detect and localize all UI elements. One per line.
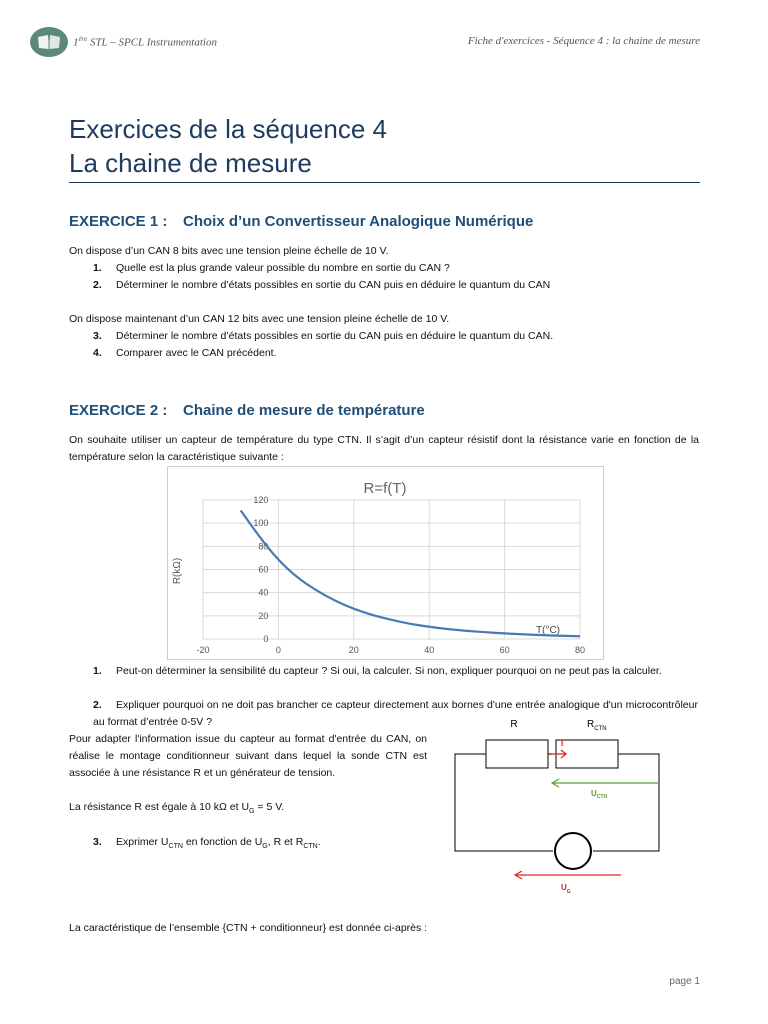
header-course: 1ère STL – SPCL Instrumentation [73,35,217,49]
ex2-outro: La caractéristique de l’ensemble {CTN + conditionneur} est donnée ci-après : [69,922,428,934]
uctn-label: $U_{CTN}$ [591,789,608,800]
ex2-adapt-text: Pour adapter l'information issue du capteur au format d'entrée du CAN, on réalise le montage conditionneur suivant dans lequel la sonde CTN est associée à une résistance R et un générateur de tension. [69,733,427,779]
y-tick-label: 40 [258,587,269,598]
ex2-intro: On souhaite utiliser un capteur de température du type CTN. Il s’agit d’un capteur résistif dont la résistance varie en fonction de la température selon la caractéristique suivante : [69,434,699,463]
x-tick-label: 80 [574,645,586,655]
ex1-question-3: 3. Déterminer le nombre d’états possibles en sortie du CAN puis en déduire le quantum du CAN. [93,330,554,342]
x-tick-label: 20 [348,645,359,655]
current-label: I [561,739,564,748]
ex2-question-2: 2. Expliquer pourquoi on ne doit pas brancher ce capteur directement aux bornes d'une entrée analogique d'un microcontrôleur au format d’entrée 0-5V ? [93,699,698,728]
ug-label: $U_G$ [561,883,571,895]
y-tick-label: 60 [258,564,269,575]
ex2-question-1: 1. Peut-on déterminer la sensibilité du capteur ? Si oui, la calculer. Si non, expliquer pourquoi on ne peut pas la calculer. [93,665,662,677]
x-tick-label: 40 [424,645,435,655]
ex1-intro-1: On dispose d’un CAN 8 bits avec une tension pleine échelle de 10 V. [69,245,389,257]
ex2-r-value: La résistance R est égale à 10 kΩ et $U_G = 5$ V. [69,801,285,816]
y-axis-label: R(kΩ) [172,557,183,585]
y-tick-label: 20 [258,610,269,621]
ex1-question-1: 1. Quelle est la plus grande valeur possible du nombre en sortie du CAN ? [93,262,450,274]
x-tick-label: -20 [196,645,210,655]
uctn-arrow [552,779,660,787]
page-number: page 1 [669,976,700,987]
exercise-2-heading: EXERCICE 2 : Chaine de mesure de température [69,402,425,419]
x-tick-labels [196,645,585,655]
page-header [30,27,700,57]
x-tick-label: 0 [275,645,281,655]
ex2-question-3: 3. Exprimer $U_{CTN}$ en fonction de $U_G$, R et $R_{CTN}$. [93,836,321,851]
y-tick-label: 80 [258,541,269,552]
ex1-intro-2: On dispose maintenant d’un CAN 12 bits avec une tension pleine échelle de 10 V. [69,313,450,325]
document-title: Exercices de la séquence 4 La chaine de mesure [69,114,387,178]
series-line [241,510,580,636]
circuit-wires [455,754,659,851]
header-title: Fiche d'exercices - Séquence 4 : la chaine de mesure [467,35,700,47]
x-axis-label: T(°C) [536,625,560,636]
ex1-question-4: 4. Comparer avec le CAN précédent. [93,347,277,359]
x-tick-label: 60 [499,645,510,655]
book-logo-icon [30,27,68,57]
ex1-question-2: 2. Déterminer le nombre d’états possibles en sortie du CAN puis en déduire le quantum du CAN [93,279,551,291]
y-tick-label: 0 [263,634,269,644]
resistor-r-label: R [510,719,518,730]
title-rule [69,182,700,183]
exercise-1-heading: EXERCICE 1 : Choix d’un Convertisseur Analogique Numérique [69,213,534,230]
ug-arrow [515,871,621,879]
y-tick-label: 100 [253,518,269,529]
y-tick-label: 120 [253,495,269,505]
r-vs-t-chart [167,466,604,660]
conditioning-circuit-diagram [440,715,685,900]
resistor-rctn-label: $R_{CTN}$ [587,719,607,732]
voltage-generator [555,833,591,869]
chart-title: R=f(T) [363,480,407,497]
resistor-r [486,740,548,768]
